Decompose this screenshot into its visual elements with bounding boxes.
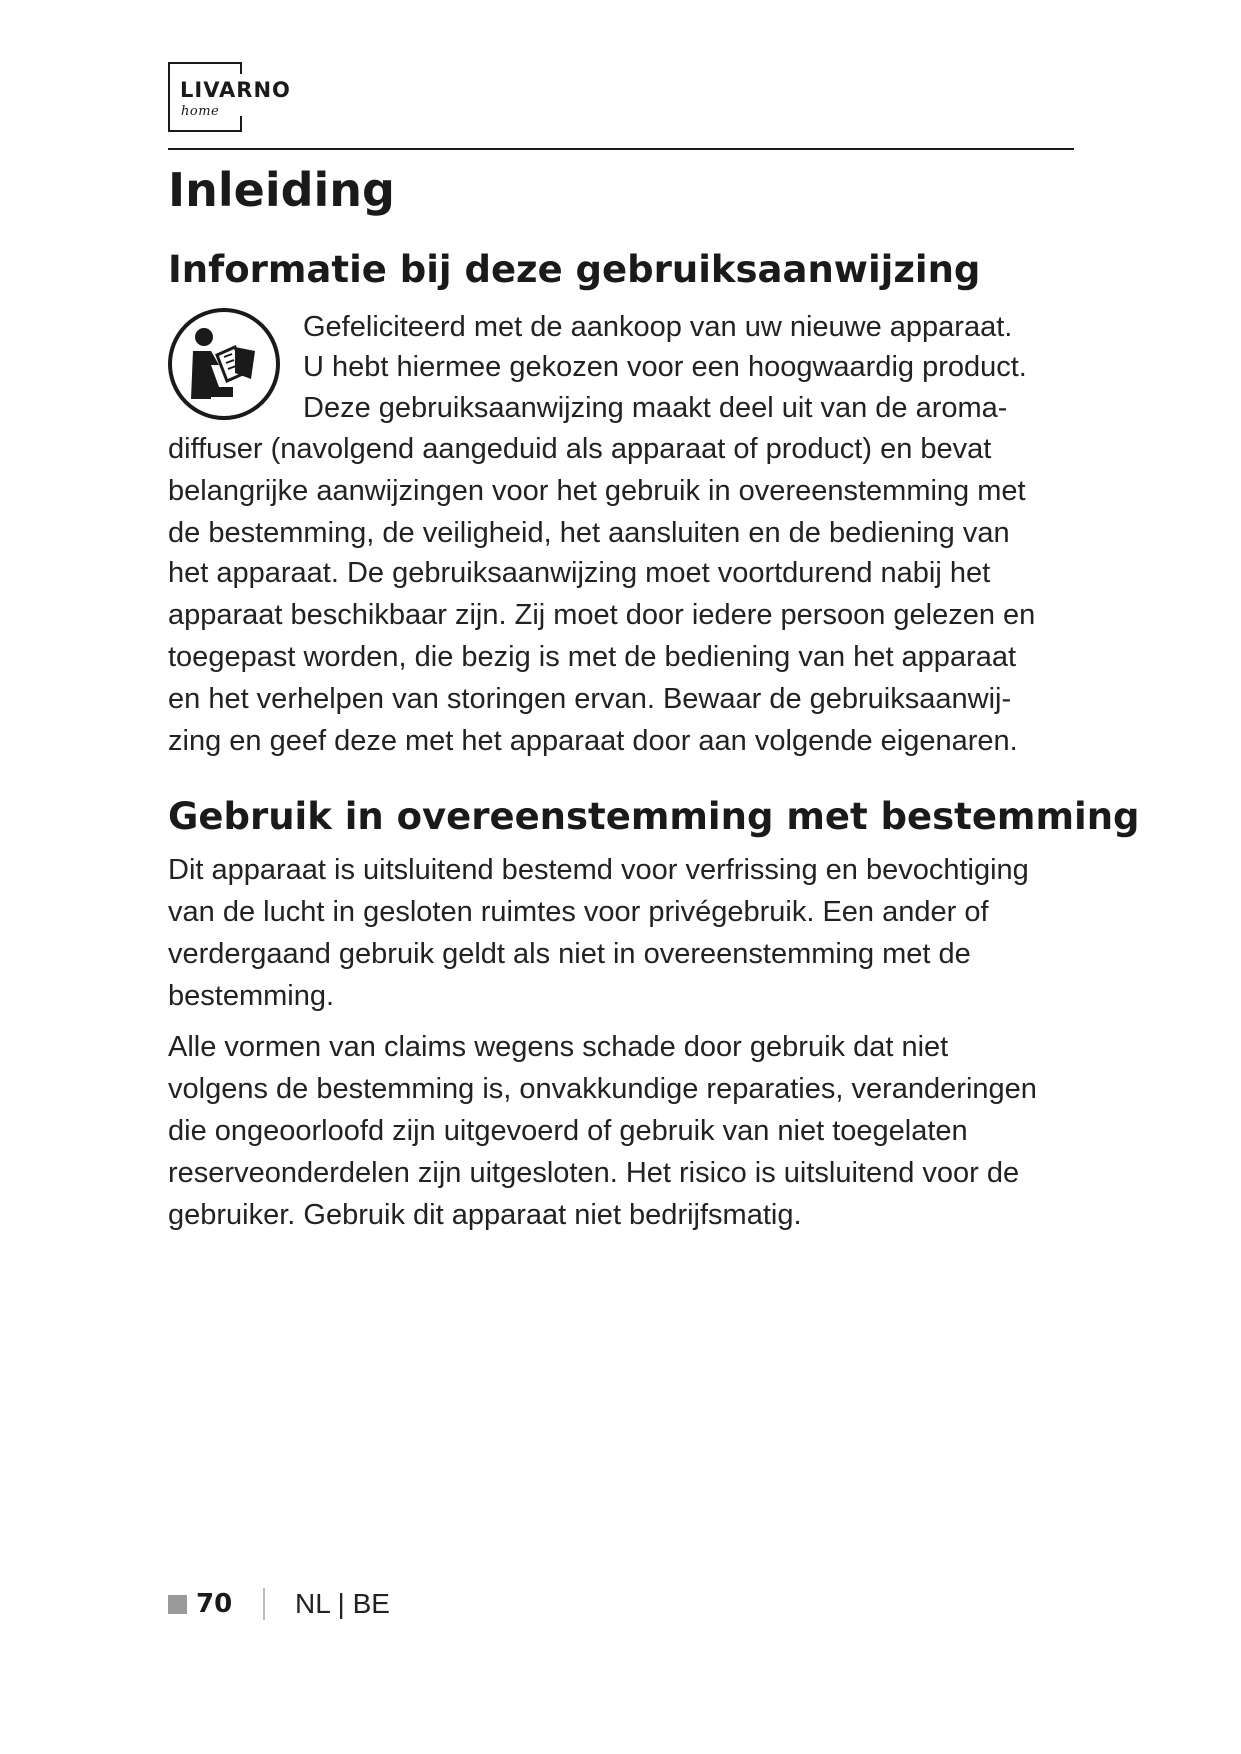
section-heading-manual-info: Informatie bij deze gebruiksaanwijzing: [168, 248, 981, 291]
body-text-line: die ongeoorloofd zijn uitgevoerd of gebruik van niet toegelaten: [168, 1115, 968, 1147]
header-divider: [168, 148, 1074, 150]
body-text-line: van de lucht in gesloten ruimtes voor privégebruik. Een ander of: [168, 896, 989, 928]
body-text-line: de bestemming, de veiligheid, het aansluiten en de bediening van: [168, 517, 1010, 549]
body-text-line: diffuser (navolgend aangeduid als apparaat of product) en bevat: [168, 433, 992, 465]
body-text-line: en het verhelpen van storingen ervan. Bewaar de gebruiksaanwij-: [168, 683, 1012, 715]
body-text-line: Dit apparaat is uitsluitend bestemd voor verfrissing en bevochtiging: [168, 854, 1029, 886]
body-text-line: Deze gebruiksaanwijzing maakt deel uit van de aroma-: [303, 392, 1008, 424]
body-text-line: reserveonderdelen zijn uitgesloten. Het risico is uitsluitend voor de: [168, 1157, 1020, 1189]
brand-logo-text: LIVARNO: [180, 78, 291, 102]
body-text-line: zing en geef deze met het apparaat door aan volgende eigenaren.: [168, 725, 1018, 757]
section-heading-intended-use: Gebruik in overeenstemming met bestemming: [168, 795, 1140, 838]
brand-logo-frame-edge: [240, 62, 242, 74]
body-text-line: verdergaand gebruik geldt als niet in overeenstemming met de: [168, 938, 971, 970]
page-title: Inleiding: [168, 163, 395, 217]
brand-logo-subtext: home: [181, 104, 220, 119]
body-text-line: toegepast worden, die bezig is met de bediening van het apparaat: [168, 641, 1017, 673]
footer-marker: [168, 1595, 187, 1614]
body-text-line: apparaat beschikbaar zijn. Zij moet door iedere persoon gelezen en: [168, 599, 1036, 631]
body-text-line: belangrijke aanwijzingen voor het gebruik in overeenstemming met: [168, 475, 1026, 507]
body-text-line: volgens de bestemming is, onvakkundige reparaties, veranderingen: [168, 1073, 1037, 1105]
language-label: NL | BE: [295, 1588, 390, 1619]
read-manual-icon: [167, 307, 281, 421]
body-text-line: gebruiker. Gebruik dit apparaat niet bedrijfsmatig.: [168, 1199, 802, 1231]
body-text-line: bestemming.: [168, 980, 335, 1012]
body-text-line: Alle vormen van claims wegens schade door gebruik dat niet: [168, 1031, 949, 1063]
footer-divider: [263, 1588, 265, 1620]
body-text-line: Gefeliciteerd met de aankoop van uw nieuwe apparaat.: [303, 311, 1013, 343]
body-text-line: U hebt hiermee gekozen voor een hoogwaardig product.: [303, 351, 1027, 383]
brand-logo-frame-edge: [240, 116, 242, 132]
body-text-line: het apparaat. De gebruiksaanwijzing moet voortdurend nabij het: [168, 557, 991, 589]
page-number: 70: [196, 1589, 233, 1619]
